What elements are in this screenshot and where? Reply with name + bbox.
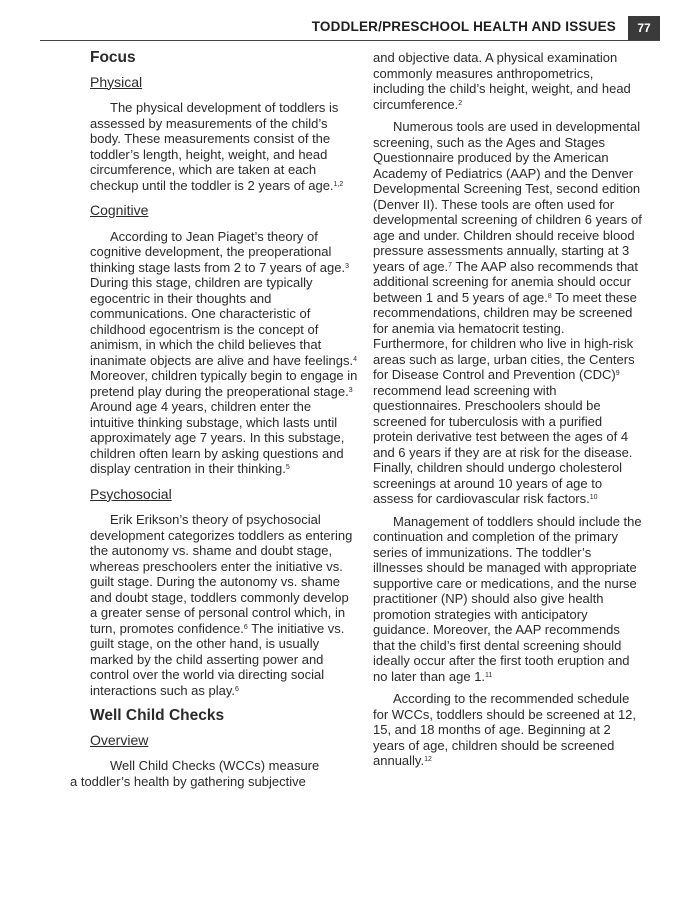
page-number: 77 <box>628 16 660 40</box>
citation: 3 <box>345 262 349 270</box>
psychosocial-paragraph: Erik Erikson’s theory of psychosocial development categorizes toddlers as entering the autonomy vs. shame and doubt stage, whereas preschoolers enter the initiative vs. guilt stage. During the autonomy vs. shame and doubt stage, toddlers commonly develop a greater sense of personal control which, in turn, promotes confidence.$^6$ The initiative vs. guilt stage, on the other hand, is usually marked by the child asserting power and control over the world via directing social interactions such as play.$^6$ <box>90 512 353 698</box>
citation: 7 <box>448 261 453 269</box>
citation: 6 <box>243 623 248 631</box>
focus-heading: Focus <box>90 49 136 66</box>
screening-tools-paragraph: Numerous tools are used in developmental screening, such as the Ages and Stages Questionnaire produced by the American Academy of Pediatrics (AAP) and the Denver Developmental Screening Test, second edition (Denver II). These tools are often used for developmental screening of children 6 years of age and under. Children should receive blood pressure assessments annually, starting at 3 years of age.$^7$ The AAP also recommends that additional screening for anemia should occur between 1 and 5 years of age.$^8$ To meet these recommendations, children may be screened for anemia via hematocrit testing. Furthermore, for children who live in high-risk areas such as large, urban cities, the Centers for Disease Control and Prevention (CDC)$^9$ recommend lead screening with questionnaires. Preschoolers should be screened for tuberculosis with a purified protein derivative test between the ages of 4 and 6 years if they are at risk for the disease. Finally, children should undergo cholesterol screenings at around 10 years of age to assess for cardiovascular risk factors.$^{10}$ <box>373 119 642 506</box>
schedule-paragraph: According to the recommended schedule for WCCs, toddlers should be screened at 12, 15, and 18 months of age. Beginning at 2 years of age, children should be screened annually.$^{12}$ <box>373 691 637 768</box>
running-header <box>40 16 660 41</box>
left-column <box>70 49 358 796</box>
citation: 1,2 <box>333 180 344 188</box>
overview-paragraph: Well Child Checks (WCCs) measure <box>110 758 320 773</box>
citation: 10 <box>589 494 598 501</box>
well-child-checks-heading: Well Child Checks <box>90 707 225 724</box>
citation: 9 <box>615 370 620 377</box>
overview-paragraph-cont: a toddler’s health by gathering subjective <box>70 773 306 789</box>
citation: 4 <box>353 355 357 363</box>
objective-data-paragraph: and objective data. A physical examination commonly measures anthropometrics, including the child’s height, weight, and head circumference.$^2$ <box>373 50 631 112</box>
cognitive-paragraph: According to Jean Piaget’s theory of cognitive development, the preoperational thinking stage lasts from 2 to 7 years of age.$^3$ During this stage, children are typically egocentric in their thoughts and communications. One characteristic of childhood egocentrism is the concept of animism, in which the child believes that inanimate objects are alive and have feelings.$^4$ Moreover, children typically begin to engage in pretend play during the preoperational stage.$^3$ Around age 4 years, children enter the intuitive thinking substage, which lasts until approximately age 7 years. In this substage, children often learn by asking questions and display centration in their thinking.$^5$ <box>90 228 358 476</box>
cognitive-heading: Cognitive <box>90 202 149 218</box>
citation: 2 <box>458 99 463 107</box>
citation: 8 <box>547 292 552 300</box>
header-title: TODDLER/PRESCHOOL HEALTH AND ISSUES <box>311 19 616 34</box>
physical-heading: Physical <box>90 73 143 90</box>
citation: 6 <box>235 685 239 693</box>
physical-paragraph: The physical development of toddlers is assessed by measurements of the child’s body. These measurements consist of the toddler’s length, height, weight, and head circumference, which are taken at each checkup until the toddler is 2 years of age.$^{1,2}$ <box>90 100 344 193</box>
psychosocial-heading: Psychosocial <box>90 485 172 502</box>
management-paragraph: Management of toddlers should include the continuation and completion of the primary series of immunizations. The toddler’s illnesses should be managed with appropriate supportive care or medications, and the nurse practitioner (NP) should also give health promotion strategies with anticipatory guidance. Moreover, the AAP recommends that the child’s first dental screening should ideally occur after the first tooth eruption and no later than age 1.11 <box>373 513 642 684</box>
citation: 11 <box>485 671 493 679</box>
citation: 5 <box>285 464 290 471</box>
citation: 12 <box>424 756 432 763</box>
citation: 3 <box>348 386 353 394</box>
overview-heading: Overview <box>90 731 149 748</box>
right-column <box>373 50 643 776</box>
